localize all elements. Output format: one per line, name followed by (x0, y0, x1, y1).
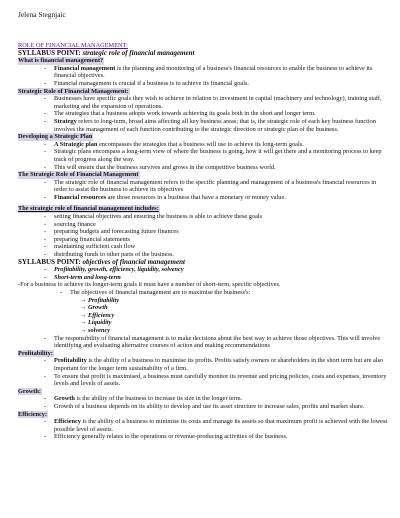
list-item: - setting financial objectives and ensuring the business is able to achieve these goals (18, 213, 390, 221)
syllabus-point-2 (18, 259, 390, 267)
heading-includes: The strategic role of financial management includes: (18, 205, 159, 213)
strategic-role-list (18, 95, 390, 133)
responsibility-list (18, 335, 390, 350)
objective-item: → Profitability (80, 296, 120, 304)
growth-list (18, 395, 390, 410)
objective-item: → Growth (80, 304, 108, 312)
syllabus-2-item: - Profitability, growth, efficiency, liquidity, solvency (44, 266, 184, 274)
heading-strategic-role-2: The Strategic Role of Financial Management (18, 171, 139, 179)
objective-item: → solvency (80, 326, 111, 334)
syllabus-point-1 (18, 50, 390, 58)
list-item: - preparing budgets and forecasting future finances (18, 228, 390, 236)
arrow-icon: → (80, 304, 87, 312)
objectives-intro: -For a business to achieve its longer-term goals it must have a number of short-term, specific objectives. (18, 281, 281, 289)
list-item: - Financial resources are those resources in a business that have a monetary or money value. (18, 194, 390, 202)
list-item: - Growth of a business depends on its ability to develop and use its asset structure to increase sales, profits and market share. (18, 403, 390, 411)
list-item: - Efficiency is the ability of a business to minimise its costs and manage its assets so that maximum profit is achieved with the lowest possible level of assets. (18, 418, 390, 433)
list-item: - Strategy refers to long-term, broad aims affecting all key business areas; that is, the strategic role of each key business function involves the management of each function contributing to the strategic direction or strategic plan of the business. (18, 118, 390, 133)
list-item: - Profitability is the ability of a business to maximise its profits. Profits satisfy owners or shareholders in the short term but are also important for the longer term sustainability of a firm. (18, 357, 390, 372)
syllabus-text: objectives of financial management (82, 257, 185, 266)
list-item: - distributing funds to other parts of the business. (18, 251, 390, 259)
heading-developing-plan: Developing a Strategic Plan (18, 133, 93, 141)
developing-plan-list (18, 141, 390, 171)
objectives-list-intro (18, 289, 390, 297)
strategic-role-2-list (18, 179, 390, 202)
arrow-icon: → (80, 311, 87, 319)
list-item: - The responsibility of financial management is to make decisions about the best way to achieve those objectives. This will involve identifying and evaluating alternative courses of action and making recommendations (18, 335, 390, 350)
document-body (18, 42, 390, 441)
list-item: - Financial management is the planning and monitoring of a business's financial resources to enable the business to achieve its financial objectives. (18, 65, 390, 80)
heading-profitability: Profitability: (18, 349, 53, 357)
arrow-icon: → (80, 326, 87, 334)
list-item: - sourcing finance (18, 221, 390, 229)
list-item: - A Strategic plan encompasses the strategies that a business will use to achieve its long-term goals. (18, 141, 390, 149)
list-item: - The objectives of financial management are to maximise the business's: (18, 289, 390, 297)
heading-strategic-role: Strategic Role of Financial Management: (18, 87, 129, 95)
author-name: Jelena Stegnjaic (18, 10, 66, 19)
list-item: - Strategic plans encompass a long-term view of where the business is going, how it will get there and a monitoring process to keep track of progress along the way. (18, 148, 390, 163)
list-item: - To ensure that profit is maximised, a business must carefully monitor its revenue and pricing policies, costs and expenses, inventory levels and levels of assets. (18, 373, 390, 388)
objective-item: → Efficiency (80, 311, 115, 319)
arrow-icon: → (80, 319, 87, 327)
syllabus-label: SYLLABUS POINT: (18, 48, 81, 57)
list-item: - preparing financial statements (18, 236, 390, 244)
heading-what-is-fm: What is financial management? (18, 57, 104, 65)
list-item: - Efficiency generally relates to the operations or revenue-producing activities of the business. (18, 433, 390, 441)
heading-growth: Growth: (18, 387, 41, 395)
list-item: - The strategies that a business adopts work towards achieving its goals both in the short and longer term. (18, 110, 390, 118)
arrow-icon: → (80, 296, 87, 304)
what-is-fm-list (18, 65, 390, 88)
efficiency-list (18, 418, 390, 441)
syllabus-label: SYLLABUS POINT: (18, 257, 81, 266)
role-title: ROLE OF FINANCIAL MANAGEMENT: (18, 42, 128, 49)
syllabus-text: strategic role of financial management (82, 48, 195, 57)
list-item: - Financial management is crucial if a business is to achieve its financial goals. (18, 80, 390, 88)
list-item: - This will ensure that the business survives and grows in the competitive business world. (18, 164, 390, 172)
list-item: - The strategic role of financial management refers to the specific planning and management of a business's financial resources in order to assist the business to achieve its objectives (18, 179, 390, 194)
objective-item: → Liquidity (80, 319, 112, 327)
list-item: - Growth is the ability of the business to increase its size in the longer term. (18, 395, 390, 403)
list-item: - Businesses have specific goals they wish to achieve in relation to investment in capital (machinery and technology), training staff, marketing and the expansion of operations. (18, 95, 390, 110)
profitability-list (18, 357, 390, 387)
heading-efficiency: Efficiency: (18, 410, 48, 418)
list-item: - maintaining sufficient cash flow (18, 243, 390, 251)
syllabus-2-item: - Short-term and long-term (44, 273, 121, 281)
includes-list (18, 213, 390, 259)
